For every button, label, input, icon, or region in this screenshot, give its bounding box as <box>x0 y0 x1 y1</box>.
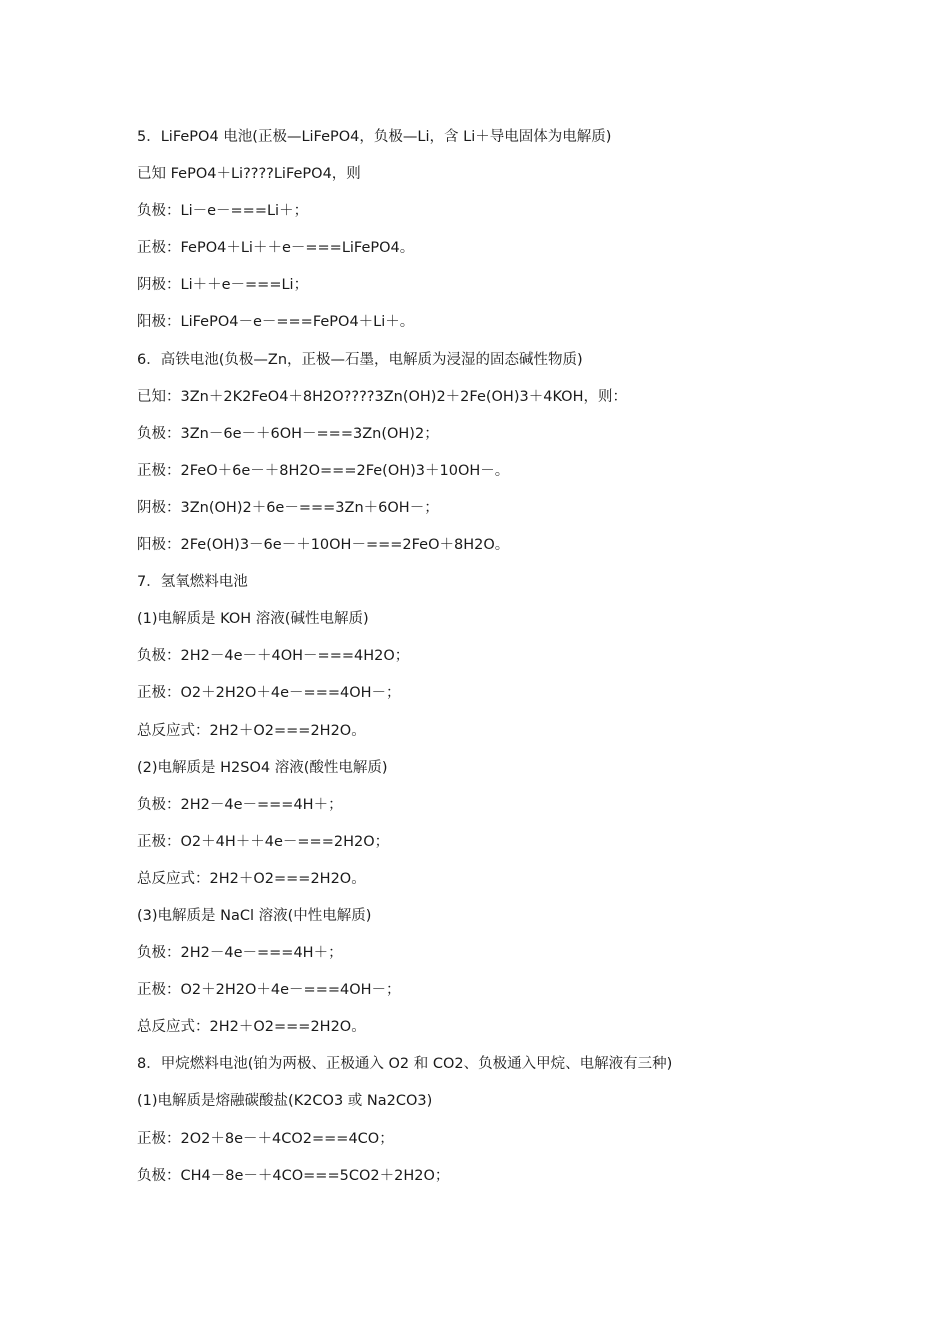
text-line: (3)电解质是 NaCl 溶液(中性电解质) <box>137 907 372 924</box>
text-line: 阳极：2Fe(OH)3－6e－＋10OH－===2FeO＋8H2O。 <box>137 537 510 554</box>
text-line: 负极：3Zn－6e－＋6OH－===3Zn(OH)2； <box>137 425 439 442</box>
text-line: 正极：2FeO＋6e－＋8H2O===2Fe(OH)3＋10OH－。 <box>137 462 510 479</box>
text-line: 阴极：Li＋＋e－===Li； <box>137 277 309 294</box>
text-line: 已知：3Zn＋2K2FeO4＋8H2O????3Zn(OH)2＋2Fe(OH)3＋4KOH，则： <box>137 388 627 405</box>
text-line: 总反应式：2H2＋O2===2H2O。 <box>137 722 366 739</box>
text-line: 阳极：LiFePO4－e－===FePO4＋Li＋。 <box>137 314 415 331</box>
text-line: 正极：FePO4＋Li＋＋e－===LiFePO4。 <box>137 240 415 257</box>
text-line: 正极：2O2＋8e－＋4CO2===4CO； <box>137 1130 394 1147</box>
text-line: 已知 FePO4＋Li????LiFePO4，则 <box>137 166 361 183</box>
text-line: 负极：2H2－4e－＋4OH－===4H2O； <box>137 648 410 665</box>
text-line: 总反应式：2H2＋O2===2H2O。 <box>137 870 366 887</box>
text-line: 7．氢氧燃料电池 <box>137 574 248 591</box>
text-line: (2)电解质是 H2SO4 溶液(酸性电解质) <box>137 759 388 776</box>
text-line: 阴极：3Zn(OH)2＋6e－===3Zn＋6OH－； <box>137 499 439 516</box>
text-line: 8．甲烷燃料电池(铂为两极、正极通入 O2 和 CO2、负极通入甲烷、电解液有三种) <box>137 1056 673 1073</box>
text-line: 6．高铁电池(负极—Zn，正极—石墨，电解质为浸湿的固态碱性物质) <box>137 351 583 368</box>
text-line: (1)电解质是 KOH 溶液(碱性电解质) <box>137 611 369 628</box>
document-body <box>137 122 837 1198</box>
text-line: (1)电解质是熔融碳酸盐(K2CO3 或 Na2CO3) <box>137 1093 433 1110</box>
text-line: 正极：O2＋4H＋＋4e－===2H2O； <box>137 833 390 850</box>
text-line: 总反应式：2H2＋O2===2H2O。 <box>137 1019 366 1036</box>
text-line: 正极：O2＋2H2O＋4e－===4OH－； <box>137 982 401 999</box>
text-line: 负极：Li－e－===Li＋； <box>137 203 309 220</box>
text-line: 5．LiFePO4 电池(正极—LiFePO4，负极—Li，含 Li＋导电固体为电解质) <box>137 129 612 145</box>
text-line: 负极：2H2－4e－===4H＋； <box>137 796 343 813</box>
text-line: 负极：CH4－8e－＋4CO===5CO2＋2H2O； <box>137 1167 450 1184</box>
text-line: 正极：O2＋2H2O＋4e－===4OH－； <box>137 685 401 702</box>
text-line: 负极：2H2－4e－===4H＋； <box>137 945 343 962</box>
